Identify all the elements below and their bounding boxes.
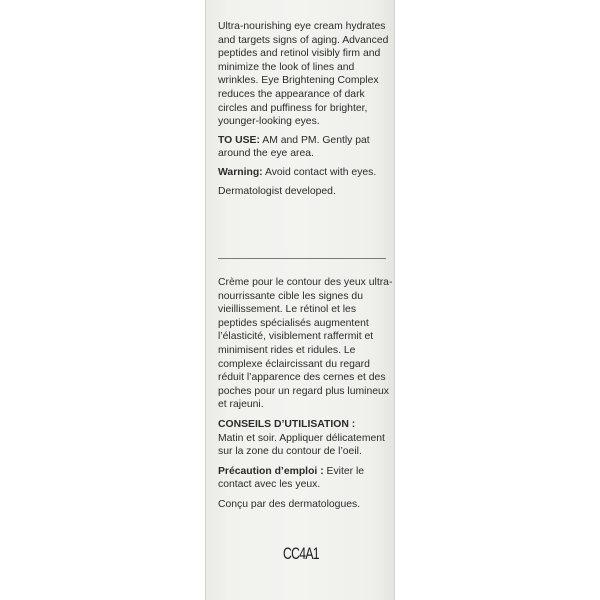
carton-right-fold xyxy=(394,0,395,600)
precaution-text: Eviter le contact avec les yeux. xyxy=(218,465,365,491)
section-divider xyxy=(218,258,386,259)
french-intro: Crème pour le contour des yeux ultra-nourrissante cible les signes du vieillissement. Le rétinol et les peptides spécialisés augmentent l’élasticité, visiblement raffermit et minimisent rides et ridules. Le complexe éclaircissant du regard réduit l’apparence des cernes et des poches pour un regard plus lumineux et rajeuni. xyxy=(218,277,393,411)
lot-code: CC4A1 xyxy=(283,544,319,563)
french-developed: Conçu par des dermatologues. xyxy=(218,498,361,510)
warning-text: Avoid contact with eyes. xyxy=(264,166,377,178)
to-use-label: TO USE: xyxy=(218,134,260,146)
english-copy xyxy=(218,20,393,203)
english-warning xyxy=(218,166,393,180)
conseils-label: CONSEILS D’UTILISATION : xyxy=(218,418,356,430)
conseils-text: Matin et soir. Appliquer délicatement sur la zone du contour de l’oeil. xyxy=(218,432,385,458)
french-conseils xyxy=(218,418,393,459)
carton-left-fold xyxy=(205,0,206,600)
warning-label: Warning: xyxy=(218,166,263,178)
french-copy xyxy=(218,276,393,518)
precaution-label: Précaution d’emploi : xyxy=(218,465,324,477)
english-to-use xyxy=(218,134,393,161)
english-intro: Ultra-nourishing eye cream hydrates and targets signs of aging. Advanced peptides and retinol visibly firm and minimize the look of lines and wrinkles. Eye Brightening Complex reduces the appearance of dark circles and puffiness for brighter, younger-looking eyes. xyxy=(218,21,389,128)
french-precaution xyxy=(218,465,393,492)
to-use-text: AM and PM. Gently pat around the eye area. xyxy=(218,134,370,160)
english-developed: Dermatologist developed. xyxy=(218,185,336,197)
